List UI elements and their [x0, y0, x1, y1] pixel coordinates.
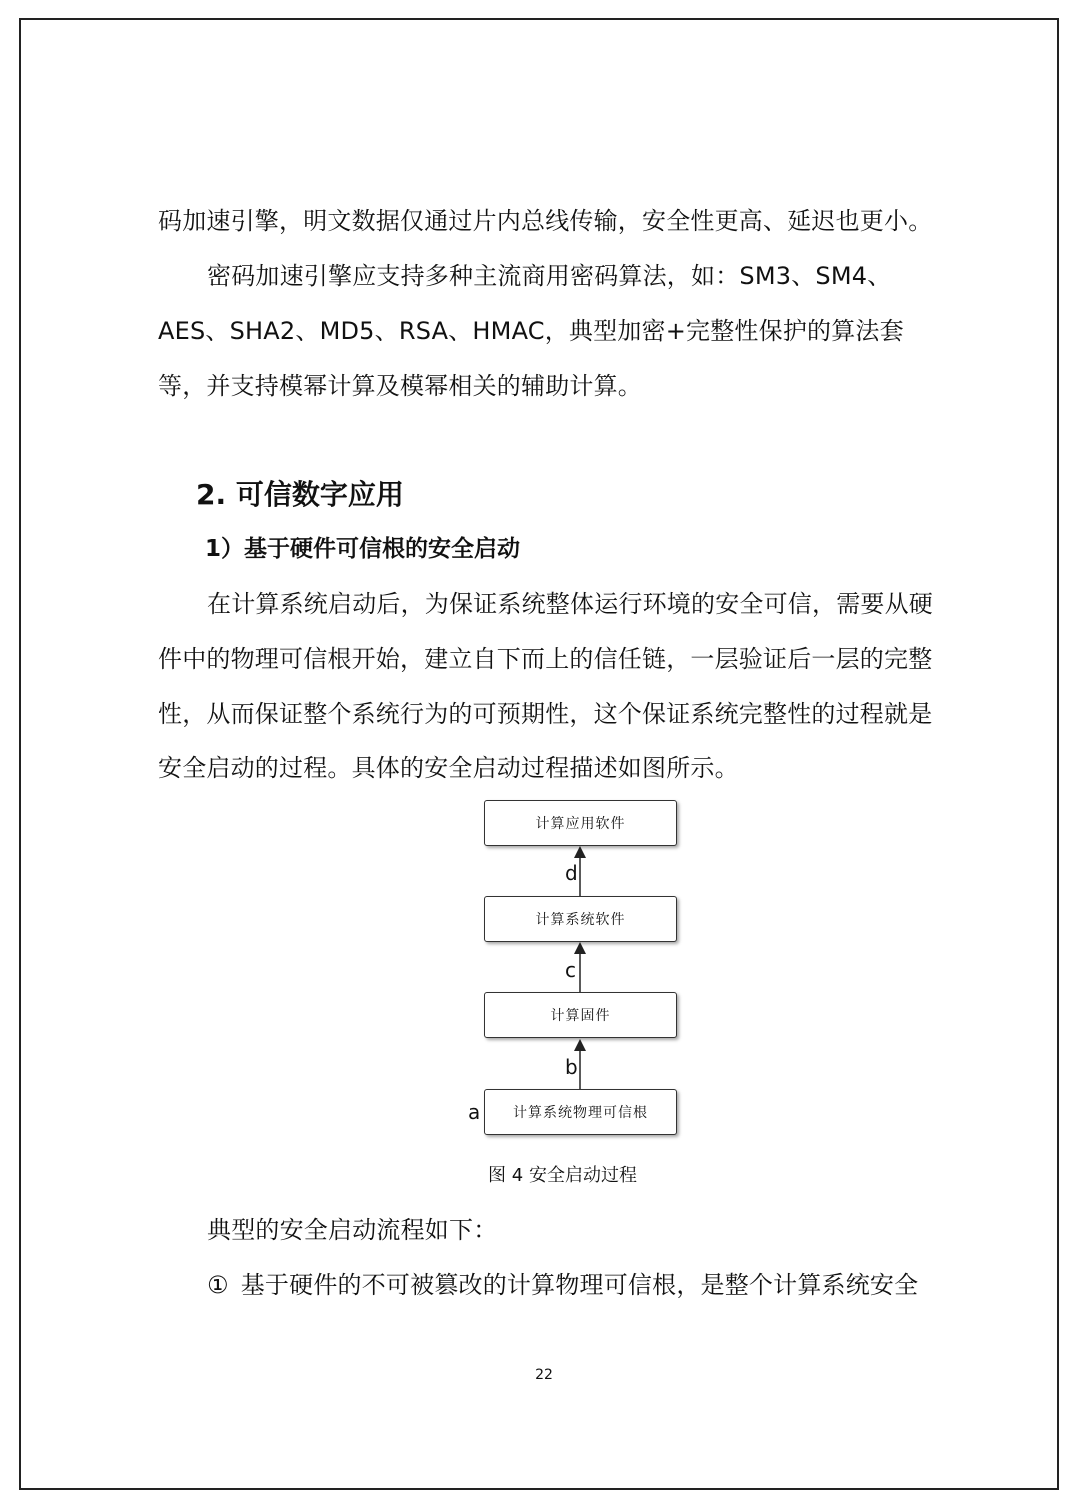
diagram-box-system-software: 计算系统软件 — [484, 896, 677, 942]
edge-label-a: a — [468, 1100, 481, 1124]
circled-number-marker: ① — [207, 1271, 229, 1299]
paragraph-line: 密码加速引擎应支持多种主流商用密码算法，如：SM3、SM4、 — [207, 262, 892, 290]
paragraph-line: 等，并支持模幂计算及模幂相关的辅助计算。 — [158, 372, 642, 400]
diagram-box-app-software: 计算应用软件 — [484, 800, 677, 846]
paragraph-line: 典型的安全启动流程如下： — [207, 1216, 498, 1244]
paragraph-line: AES、SHA2、MD5、RSA、HMAC，典型加密+完整性保护的算法套 — [158, 317, 904, 345]
paragraph-line: 安全启动的过程。具体的安全启动过程描述如图所示。 — [158, 754, 739, 782]
subsection-heading: 1）基于硬件可信根的安全启动 — [205, 536, 521, 562]
paragraph-line: 在计算系统启动后，为保证系统整体运行环境的安全可信，需要从硬 — [207, 590, 933, 618]
figure-caption: 图 4 安全启动过程 — [488, 1165, 637, 1186]
list-item — [207, 1268, 918, 1302]
page-number: 22 — [535, 1367, 553, 1383]
diagram-box-root-of-trust: 计算系统物理可信根 — [484, 1089, 677, 1135]
edge-label-d: d — [565, 861, 578, 885]
list-item-text: 基于硬件的不可被篡改的计算物理可信根，是整个计算系统安全 — [240, 1271, 919, 1299]
edge-label-b: b — [565, 1055, 578, 1079]
diagram-box-firmware: 计算固件 — [484, 992, 677, 1038]
paragraph-line: 件中的物理可信根开始，建立自下而上的信任链，一层验证后一层的完整 — [158, 645, 933, 673]
paragraph-line: 性，从而保证整个系统行为的可预期性，这个保证系统完整性的过程就是 — [158, 700, 933, 728]
paragraph-line: 码加速引擎，明文数据仅通过片内总线传输，安全性更高、延迟也更小。 — [158, 207, 933, 235]
edge-label-c: c — [565, 958, 576, 982]
section-heading: 2. 可信数字应用 — [196, 478, 404, 511]
